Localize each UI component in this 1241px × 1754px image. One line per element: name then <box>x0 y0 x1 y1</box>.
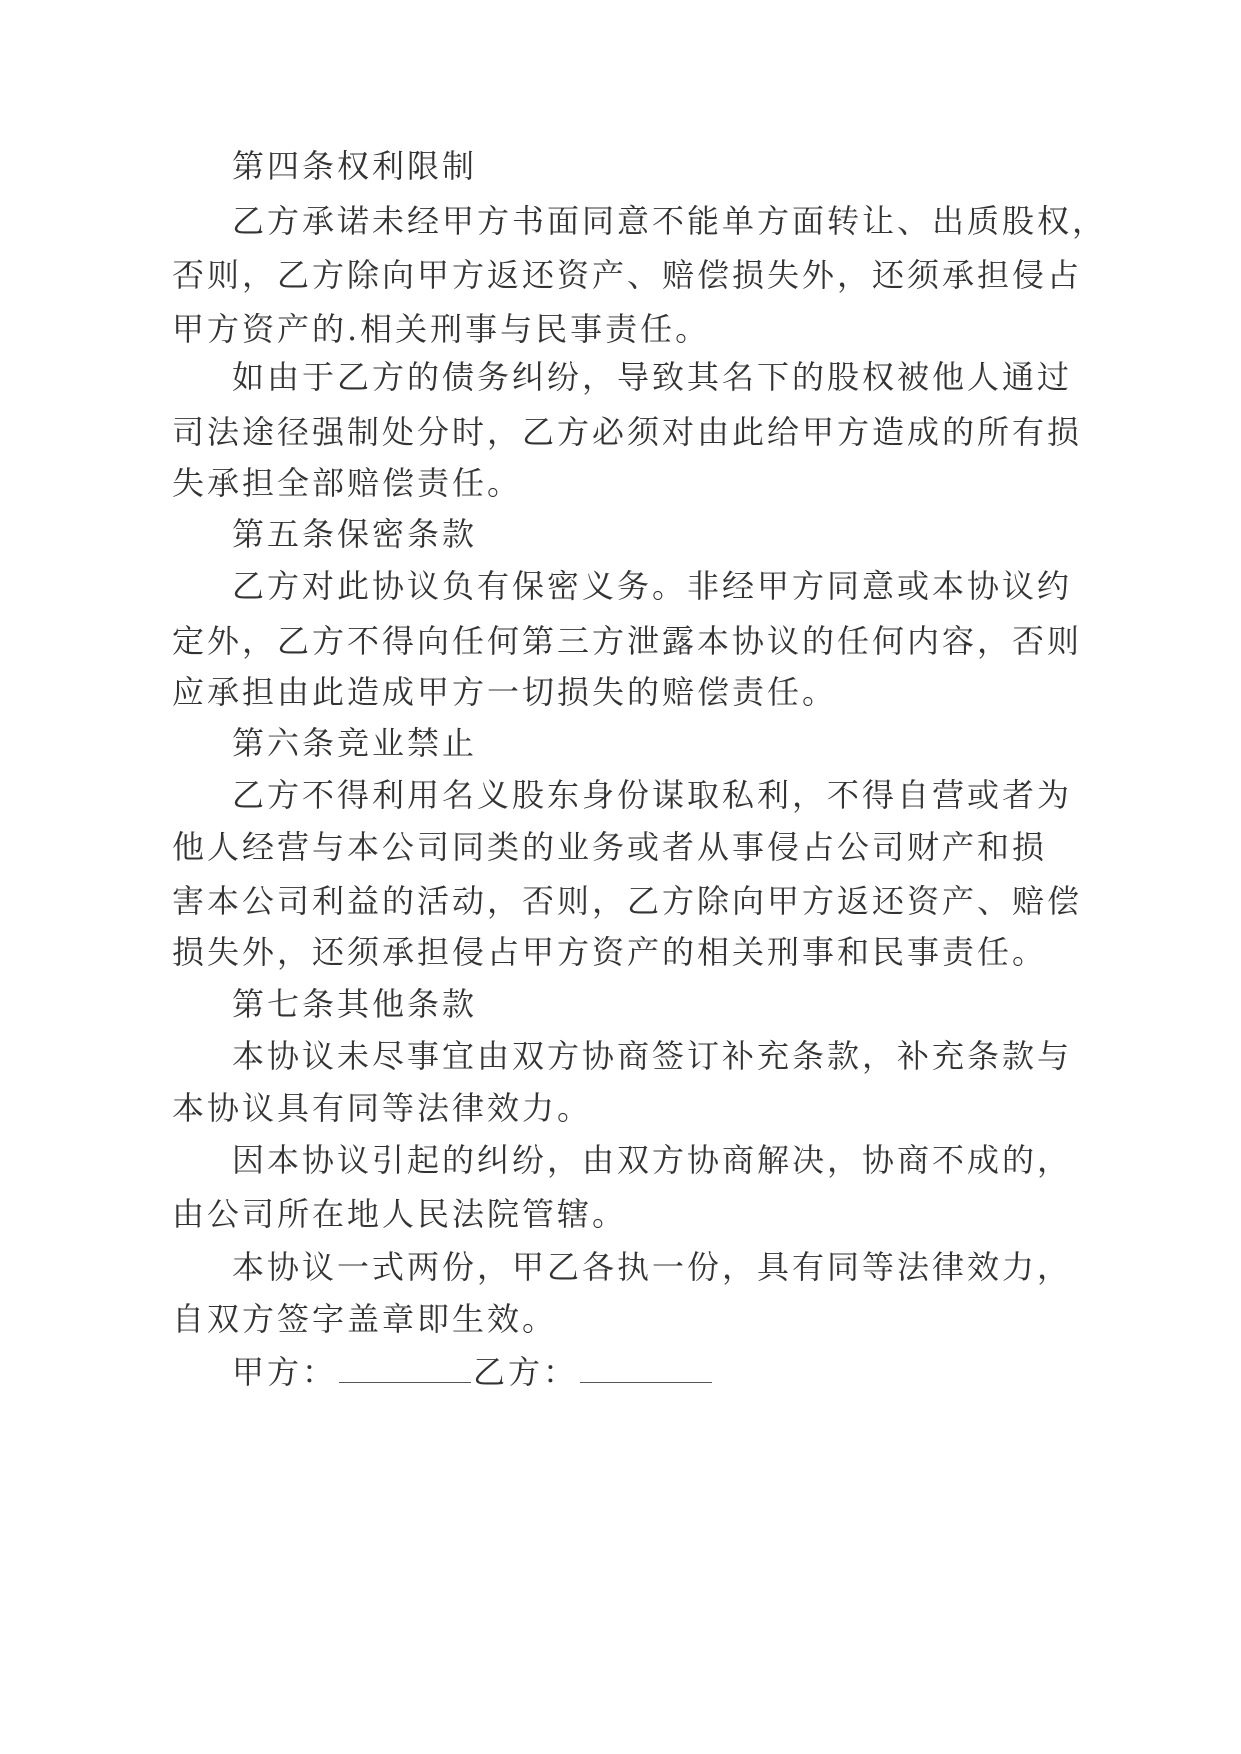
party-b-label: 乙方： <box>473 1353 579 1391</box>
paragraph-line: 本协议未尽事宜由双方协商签订补充条款，补充条款与 <box>232 1037 1073 1075</box>
paragraph-line: 否则，乙方除向甲方返还资产、赔偿损失外，还须承担侵占 <box>172 256 1083 294</box>
paragraph-line: 自双方签字盖章即生效。 <box>172 1300 558 1338</box>
paragraph-line: 损失外，还须承担侵占甲方资产的相关刑事和民事责任。 <box>172 933 1048 971</box>
paragraph-line: 乙方对此协议负有保密义务。非经甲方同意或本协议约 <box>232 567 1073 605</box>
party-a-label: 甲方： <box>232 1353 338 1391</box>
article-5-heading: 第五条保密条款 <box>232 515 478 553</box>
article-4-heading: 第四条权利限制 <box>232 147 478 185</box>
paragraph-line: 本协议一式两份，甲乙各执一份，具有同等法律效力， <box>232 1248 1073 1286</box>
party-a-signature-blank[interactable] <box>339 1356 471 1383</box>
article-7-heading: 第七条其他条款 <box>232 985 478 1023</box>
paragraph-line: 司法途径强制处分时，乙方必须对由此给甲方造成的所有损 <box>172 413 1083 451</box>
paragraph-line: 本协议具有同等法律效力。 <box>172 1089 593 1127</box>
paragraph-line: 应承担由此造成甲方一切损失的赔偿责任。 <box>172 673 838 711</box>
paragraph-line: 如由于乙方的债务纠纷，导致其名下的股权被他人通过 <box>232 358 1073 396</box>
signature-line <box>232 1352 714 1392</box>
paragraph-line: 害本公司利益的活动，否则，乙方除向甲方返还资产、赔偿 <box>172 882 1083 920</box>
paragraph-line: 定外，乙方不得向任何第三方泄露本协议的任何内容，否则 <box>172 622 1083 660</box>
paragraph-line: 乙方不得利用名义股东身份谋取私利，不得自营或者为 <box>232 776 1073 814</box>
paragraph-line: 甲方资产的.相关刑事与民事责任。 <box>172 310 711 348</box>
article-6-heading: 第六条竞业禁止 <box>232 724 478 762</box>
paragraph-line: 乙方承诺未经甲方书面同意不能单方面转让、出质股权， <box>232 202 1108 240</box>
paragraph-line: 他人经营与本公司同类的业务或者从事侵占公司财产和损 <box>172 828 1048 866</box>
paragraph-line: 因本协议引起的纠纷，由双方协商解决，协商不成的， <box>232 1141 1073 1179</box>
paragraph-line: 失承担全部赔偿责任。 <box>172 464 523 502</box>
party-b-signature-blank[interactable] <box>580 1356 712 1383</box>
paragraph-line: 由公司所在地人民法院管辖。 <box>172 1195 628 1233</box>
